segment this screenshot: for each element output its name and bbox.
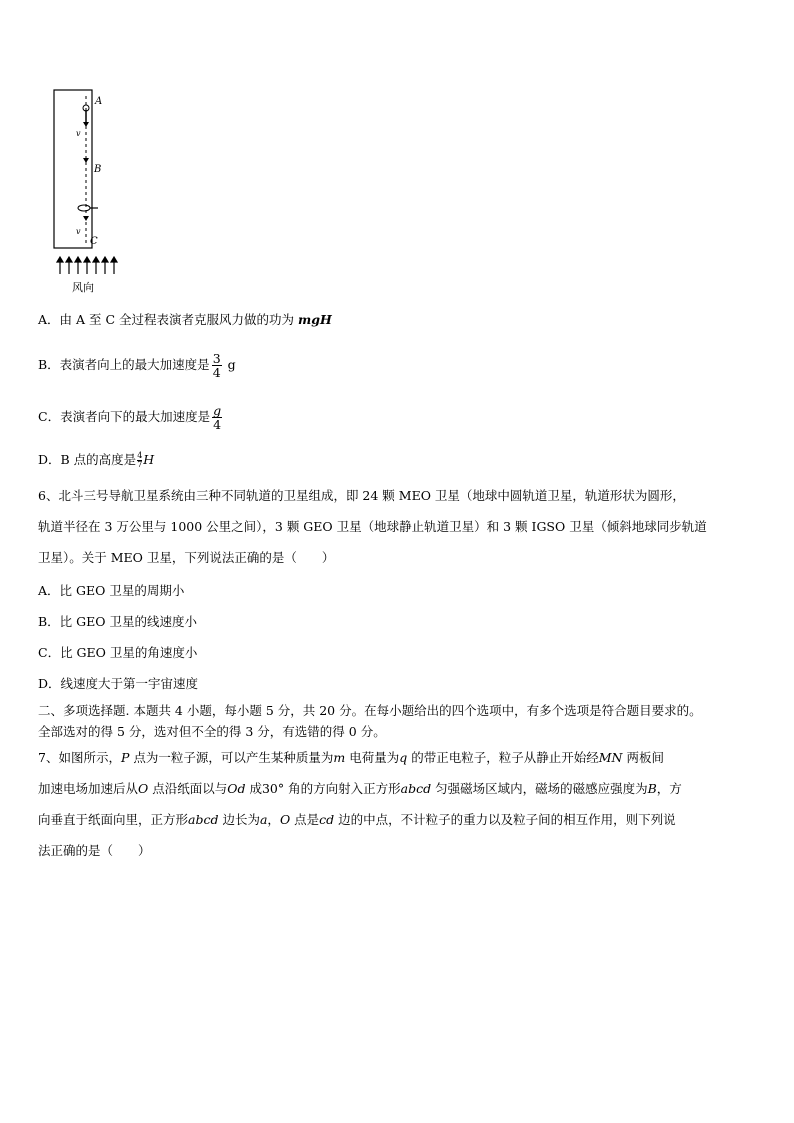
figure-caption: 风向 <box>72 281 94 294</box>
q6-option-c: C．比 GEO 卫星的角速度小 <box>38 645 198 660</box>
label-v2: v <box>76 227 81 236</box>
q6-stem-line1: 6、北斗三号导航卫星系统由三种不同轨道的卫星组成，即 24 颗 MEO 卫星（地球中圆轨道卫星，轨道形状为圆形， <box>38 488 685 503</box>
fraction: $\frac{g}{4}$ <box>213 403 222 432</box>
q7-line2: 加速电场加速后从O 点沿纸面以与Od 成30° 角的方向射入正方形abcd 匀强磁场区域内，磁场的磁感应强度为B，方 <box>38 781 682 796</box>
fraction: $\frac{3}{4}$ <box>212 351 221 380</box>
performer-flat-icon <box>78 205 90 211</box>
label-C: C <box>90 236 98 247</box>
q5-option-d: D．B 点的高度是 $\frac{4}{7}$ H <box>38 451 155 469</box>
q7-line1: 7、如图所示，P 点为一粒子源，可以产生某种质量为m 电荷量为q 的带正电粒子，粒子从静止开始经MN 两板间 <box>38 750 664 765</box>
arrow-down-icon <box>83 122 89 127</box>
q6-option-b: B．比 GEO 卫星的线速度小 <box>38 614 197 629</box>
q6-option-a: A．比 GEO 卫星的周期小 <box>38 583 185 598</box>
label-A: A <box>95 96 103 107</box>
wind-tunnel-diagram <box>38 84 134 299</box>
q5-option-a: A．由 A 至 C 全过程表演者克服风力做的功为 mgH <box>38 312 332 327</box>
q7-line3: 向垂直于纸面向里，正方形abcd 边长为a，O 点是cd 边的中点，不计粒子的重力以及粒子间的相互作用，则下列说 <box>38 812 676 827</box>
fraction: $\frac{4}{7}$ <box>137 451 143 469</box>
q6-option-d: D．线速度大于第一宇宙速度 <box>38 676 199 691</box>
label-B: B <box>94 164 102 175</box>
wind-arrows <box>57 257 117 274</box>
label-v1: v <box>76 129 81 138</box>
q7-line4: 法正确的是（ ） <box>38 843 151 858</box>
section2-line1: 二、多项选择题. 本题共 4 小题，每小题 5 分，共 20 分。在每小题给出的四个选项中，有多个选项是符合题目要求的。 <box>38 703 702 718</box>
q6-stem-line3: 卫星）。关于 MEO 卫星，下列说法正确的是（ ） <box>38 550 335 565</box>
wind-tunnel-figure <box>38 84 134 299</box>
q5-option-b: B．表演者向上的最大加速度是 $\frac{3}{4}$ g <box>38 351 236 380</box>
q5-option-c: C．表演者向下的最大加速度是 $\frac{g}{4}$ <box>38 403 222 432</box>
q6-stem-line2: 轨道半径在 3 万公里与 1000 公里之间），3 颗 GEO 卫星（地球静止轨道卫星）和 3 颗 IGSO 卫星（倾斜地球同步轨道 <box>38 519 707 534</box>
arrow-down-icon <box>83 158 89 163</box>
section2-line2: 全部选对的得 5 分，选对但不全的得 3 分，有选错的得 0 分。 <box>38 724 386 739</box>
arrow-down-icon <box>83 216 89 221</box>
